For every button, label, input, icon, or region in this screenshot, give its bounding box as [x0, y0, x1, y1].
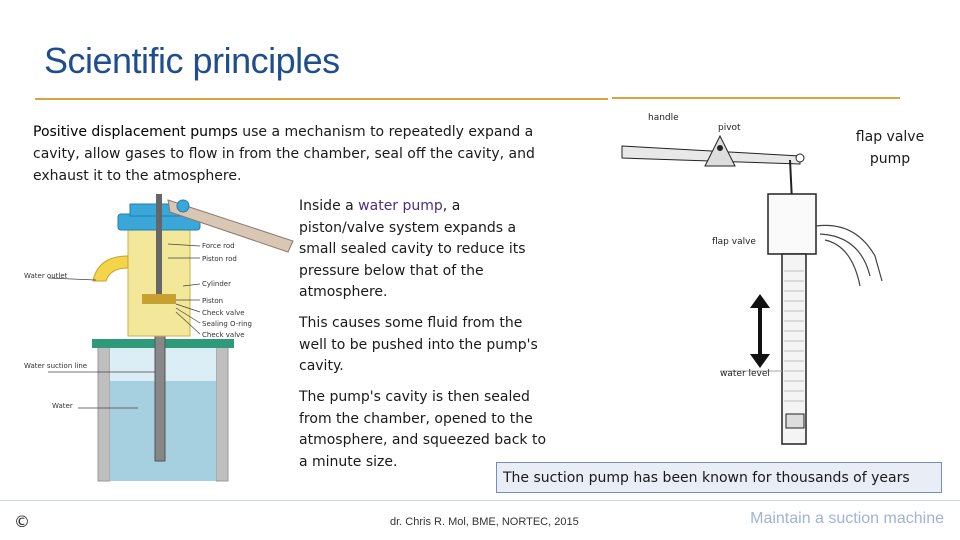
- label-check-valve-1: Check valve: [202, 309, 245, 317]
- handle-pivot: [177, 200, 189, 212]
- label-check-valve-2: Check valve: [202, 331, 245, 339]
- footer-divider: [0, 500, 960, 501]
- paragraph-sealed: The pump's cavity is then sealed from the chamber, opened to the atmosphere, and squeezed back to a minute size.: [299, 389, 547, 470]
- lever-end: [796, 154, 804, 162]
- well-wall-left: [98, 346, 110, 481]
- piston-rod: [156, 194, 162, 294]
- suction-pipe: [155, 326, 165, 461]
- foot-valve: [786, 414, 804, 428]
- well-wall-right: [216, 346, 228, 481]
- footer-credit: dr. Chris R. Mol, BME, NORTEC, 2015: [390, 516, 579, 528]
- spout: [93, 256, 128, 281]
- copyright-symbol: ©: [14, 512, 30, 531]
- p1-before: Inside a: [299, 198, 359, 214]
- label-sealing-oring: Sealing O-ring: [202, 320, 252, 328]
- label-piston-rod: Piston rod: [202, 255, 237, 263]
- footer-topic-link[interactable]: Maintain a suction machine: [750, 510, 944, 527]
- label-pivot: pivot: [718, 123, 741, 133]
- pivot-icon: [717, 145, 723, 151]
- pump-housing: [768, 194, 816, 254]
- intro-paragraph: [33, 121, 573, 187]
- p1-after: , a piston/valve system expands a small sealed cavity to reduce its pressure below that of the atmosphere.: [299, 198, 526, 300]
- title-underline-right: [612, 97, 900, 99]
- label-cylinder: Cylinder: [202, 280, 231, 288]
- label-handle: handle: [648, 113, 679, 123]
- intro-rest: use a mechanism to repeatedly expand a cavity, allow gases to flow in from the chamber, seal off the cavity, and exhaust it to the atmosphere.: [33, 124, 535, 184]
- label-piston: Piston: [202, 297, 224, 305]
- piston: [142, 294, 176, 304]
- label-flap-valve: flap valve: [712, 237, 756, 247]
- title-underline-left: [35, 98, 608, 100]
- flap-valve-pump-label: flap valve pump: [855, 129, 925, 167]
- paragraph-fluid: This causes some fluid from the well to be pushed into the pump's cavity.: [299, 315, 538, 374]
- hand-pump-diagram: [18, 186, 298, 486]
- paragraph-water-pump: [299, 196, 549, 304]
- caption-box: The suction pump has been known for thousands of years: [496, 462, 942, 493]
- page-title: Scientific principles: [44, 40, 340, 81]
- label-force-rod: Force rod: [202, 242, 235, 250]
- intro-term: Positive displacement pumps: [33, 124, 238, 140]
- label-water: Water: [52, 402, 73, 410]
- stroke-arrow-icon: [750, 294, 770, 368]
- outflow-water: [816, 225, 882, 286]
- label-water-suction-line: Water suction line: [24, 362, 88, 370]
- water-pump-link[interactable]: water pump: [358, 198, 443, 214]
- label-water-level: water level: [720, 369, 770, 379]
- label-water-outlet: Water outlet: [24, 272, 68, 280]
